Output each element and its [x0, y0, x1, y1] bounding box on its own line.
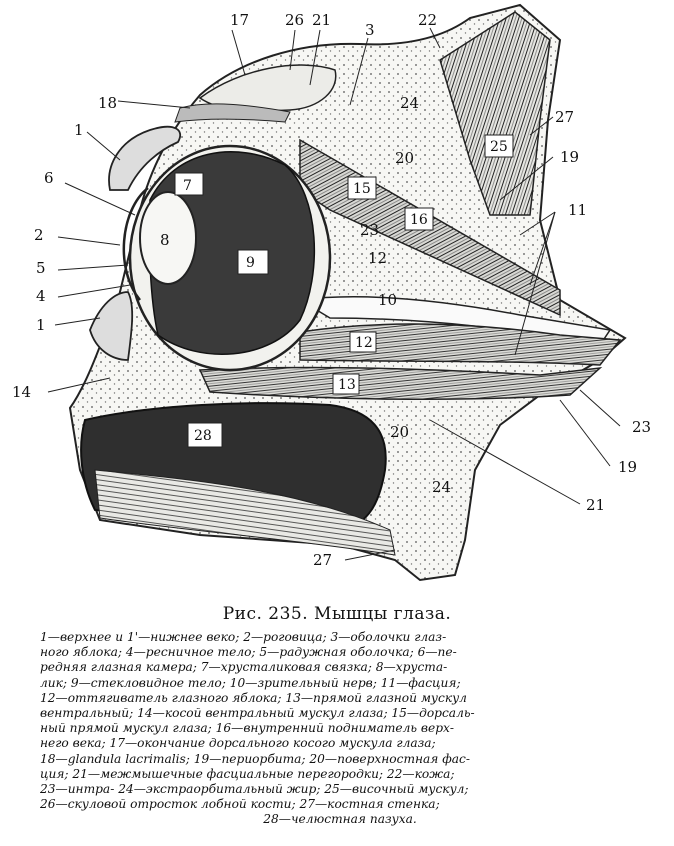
- label-1-upper: 1: [74, 121, 84, 139]
- legend-line: 23—интра- 24—экстраорбитальный жир; 25—височный мускул;: [40, 782, 469, 797]
- label-23-right: 23: [632, 418, 652, 436]
- label-17: 17: [230, 11, 250, 29]
- label-4: 4: [36, 287, 46, 305]
- label-18: 18: [98, 94, 118, 112]
- label-16: 16: [410, 212, 428, 228]
- label-7: 7: [183, 178, 192, 194]
- label-20-top: 20: [395, 149, 415, 167]
- label-28: 28: [194, 428, 212, 444]
- label-8: 8: [160, 231, 170, 249]
- label-10: 10: [378, 291, 398, 309]
- label-12-low: 12: [355, 335, 373, 351]
- figure-legend: [40, 630, 640, 828]
- figure-caption-title: Рис. 235. Мышцы глаза.: [222, 604, 452, 624]
- lower-eyelid: [90, 292, 132, 360]
- label-1-lower: 1: [36, 316, 46, 334]
- label-19-top: 19: [560, 148, 580, 166]
- legend-line: 26—скуловой отросток лобной кости; 27—костная стенка;: [40, 797, 440, 812]
- label-21-right: 21: [586, 496, 606, 514]
- label-20-low: 20: [390, 423, 410, 441]
- label-11: 11: [568, 201, 588, 219]
- label-25: 25: [490, 139, 508, 155]
- label-27-top: 27: [555, 108, 575, 126]
- legend-line: ного яблока; 4—ресничное тело; 5—радужная оболочка; 6—пе-: [40, 645, 457, 660]
- label-23-top: 23: [360, 221, 380, 239]
- label-15: 15: [353, 181, 371, 197]
- legend-line: лик; 9—стекловидное тело; 10—зрительный нерв; 11—фасция;: [40, 675, 461, 690]
- label-3: 3: [365, 21, 375, 39]
- legend-line: 1—верхнее и 1'—нижнее веко; 2—роговица; 3—оболочки глаз-: [40, 630, 447, 644]
- legend-line: редняя глазная камера; 7—хрусталиковая связка; 8—хруста-: [40, 660, 448, 675]
- legend-line: 28—челюстная пазуха.: [263, 812, 417, 827]
- legend-line: 12—оттягиватель глазного яблока; 13—прямой глазной мускул: [40, 690, 467, 705]
- label-27-bottom: 27: [313, 551, 333, 569]
- legend-line: ция; 21—межмышечные фасциальные перегородки; 22—кожа;: [40, 766, 455, 781]
- label-6: 6: [44, 169, 54, 187]
- legend-line: вентральный; 14—косой вентральный мускул глаза; 15—дорсаль-: [40, 706, 475, 721]
- label-22: 22: [418, 11, 438, 29]
- label-2: 2: [34, 226, 44, 244]
- label-19-right: 19: [618, 458, 638, 476]
- label-5: 5: [36, 259, 46, 277]
- legend-line: 18—glandula lacrimalis; 19—периорбита; 20—поверхностная фас-: [40, 751, 471, 766]
- label-21-top: 21: [312, 11, 332, 29]
- label-14: 14: [12, 383, 32, 401]
- label-24-top: 24: [400, 94, 420, 112]
- legend-line: него века; 17—окончание дорсального косого мускула глаза;: [40, 736, 436, 751]
- label-26: 26: [285, 11, 305, 29]
- legend-line: ный прямой мускул глаза; 16—внутренний подниматель верх-: [40, 721, 455, 736]
- label-24-low: 24: [432, 478, 452, 496]
- label-12-top: 12: [368, 249, 388, 267]
- label-9: 9: [246, 255, 255, 271]
- label-13: 13: [338, 377, 356, 393]
